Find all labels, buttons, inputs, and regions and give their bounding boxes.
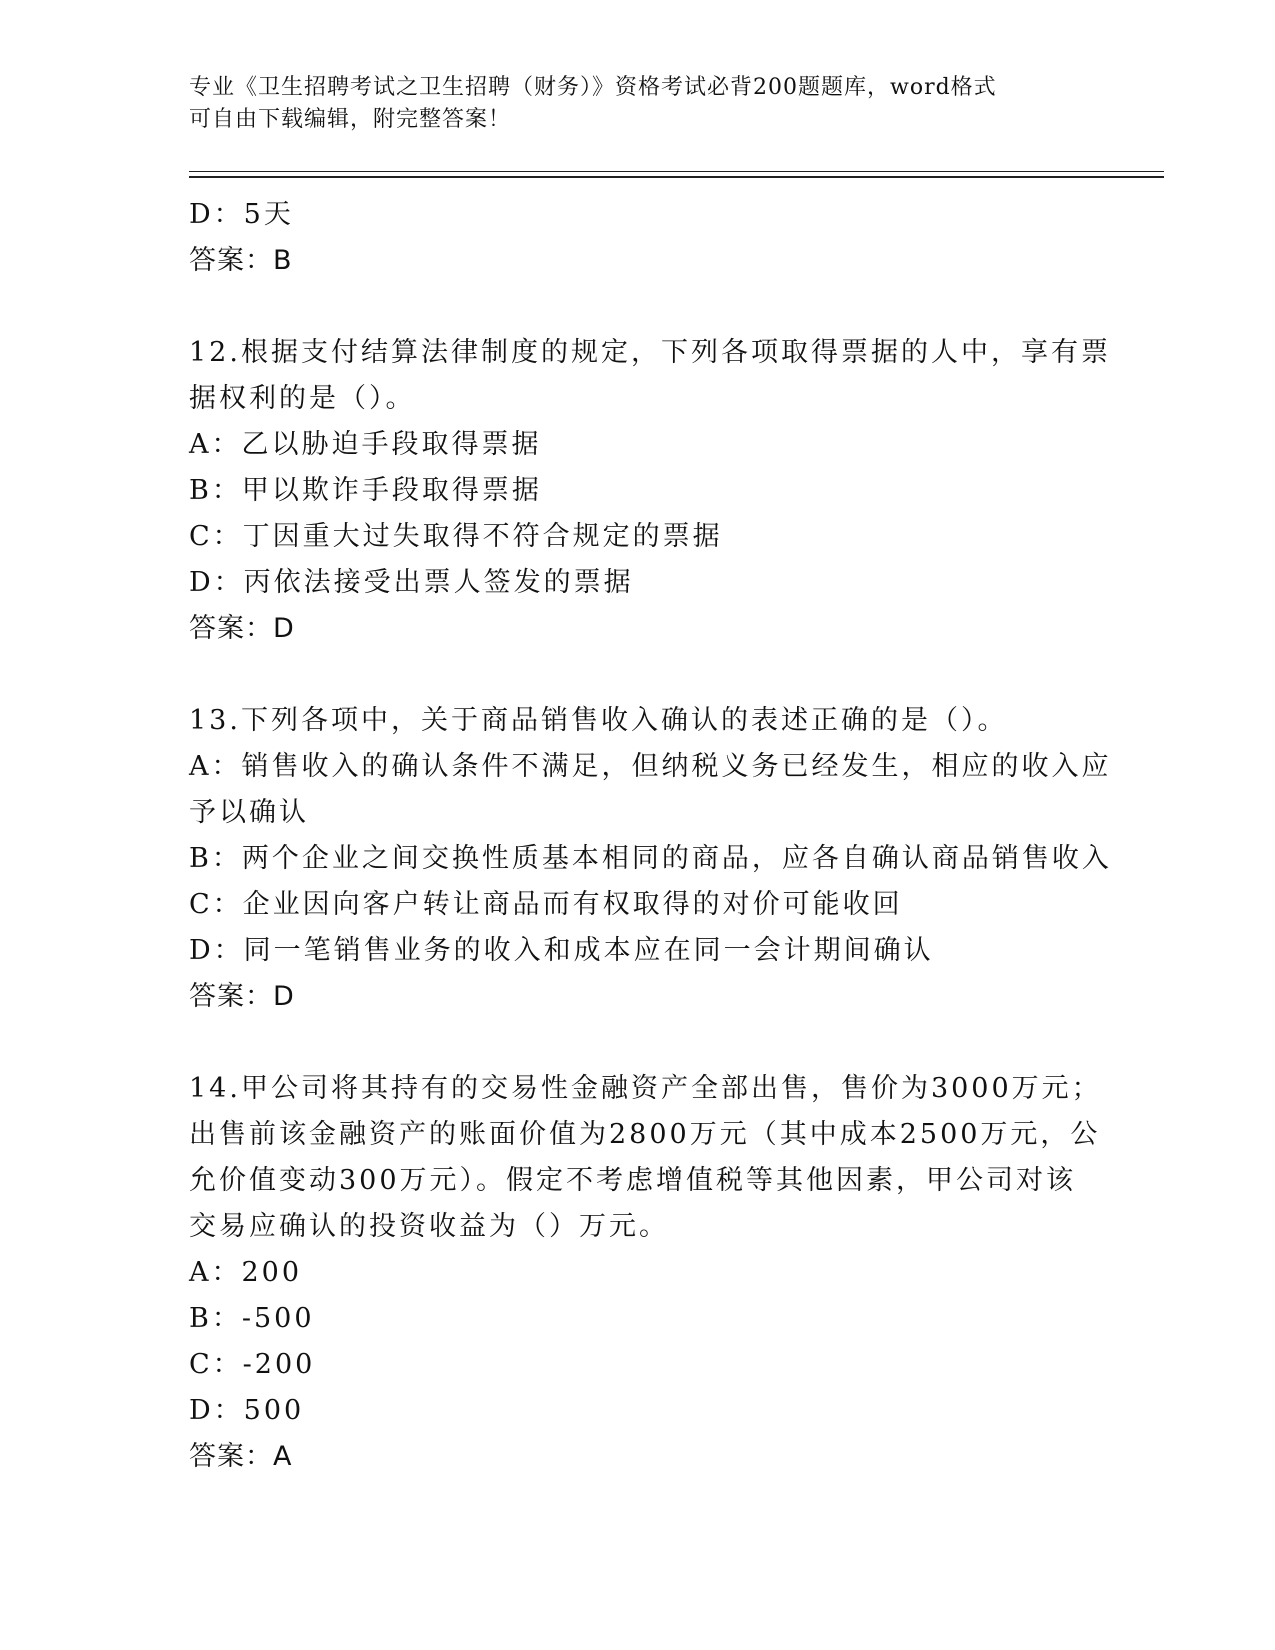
answer: 答案：A bbox=[189, 1441, 293, 1472]
option-d: D：同一笔销售业务的收入和成本应在同一会计期间确认 bbox=[189, 935, 934, 966]
q11-option-d: D：5天 bbox=[189, 199, 294, 230]
question-stem-line: 12.根据支付结算法律制度的规定，下列各项取得票据的人中，享有票 bbox=[189, 337, 1111, 368]
option-c: C：-200 bbox=[189, 1349, 316, 1380]
question-stem-line: 14.甲公司将其持有的交易性金融资产全部出售，售价为3000万元； bbox=[189, 1073, 1102, 1104]
option-a: A：200 bbox=[189, 1257, 303, 1288]
header-rule-thin bbox=[189, 171, 1164, 172]
option-b: B：甲以欺诈手段取得票据 bbox=[189, 475, 542, 506]
header-line-2: 可自由下载编辑，附完整答案！ bbox=[189, 107, 512, 132]
option-a: A：乙以胁迫手段取得票据 bbox=[189, 429, 542, 460]
question-13 bbox=[189, 698, 1112, 1020]
question-stem-line: 交易应确认的投资收益为（）万元。 bbox=[189, 1211, 669, 1242]
question-14 bbox=[189, 1066, 1102, 1480]
option-c: C：企业因向客户转让商品而有权取得的对价可能收回 bbox=[189, 889, 903, 920]
question-stem-line: 出售前该金融资产的账面价值为2800万元（其中成本2500万元，公 bbox=[189, 1119, 1101, 1150]
option-b: B：两个企业之间交换性质基本相同的商品，应各自确认商品销售收入 bbox=[189, 843, 1112, 874]
question-12 bbox=[189, 330, 1111, 652]
option-d: D：丙依法接受出票人签发的票据 bbox=[189, 567, 634, 598]
question-stem-line: 据权利的是（）。 bbox=[189, 383, 416, 414]
option-d: D：500 bbox=[189, 1395, 305, 1426]
option-a-continued: 予以确认 bbox=[189, 797, 309, 828]
option-a: A：销售收入的确认条件不满足，但纳税义务已经发生，相应的收入应 bbox=[189, 751, 1112, 782]
header-line-1: 专业《卫生招聘考试之卫生招聘（财务）》资格考试必背200题题库，word格式 bbox=[189, 75, 997, 100]
page-header bbox=[189, 72, 1089, 136]
q11-answer: 答案：B bbox=[189, 245, 293, 276]
answer: 答案：D bbox=[189, 981, 295, 1012]
header-rule-thick bbox=[189, 176, 1164, 178]
option-b: B：-500 bbox=[189, 1303, 315, 1334]
question-stem-line: 允价值变动300万元）。假定不考虑增值税等其他因素，甲公司对该 bbox=[189, 1165, 1077, 1196]
option-c: C：丁因重大过失取得不符合规定的票据 bbox=[189, 521, 723, 552]
question-stem-line: 13.下列各项中，关于商品销售收入确认的表述正确的是（）。 bbox=[189, 705, 1008, 736]
answer: 答案：D bbox=[189, 613, 295, 644]
question-content bbox=[189, 192, 1112, 1480]
